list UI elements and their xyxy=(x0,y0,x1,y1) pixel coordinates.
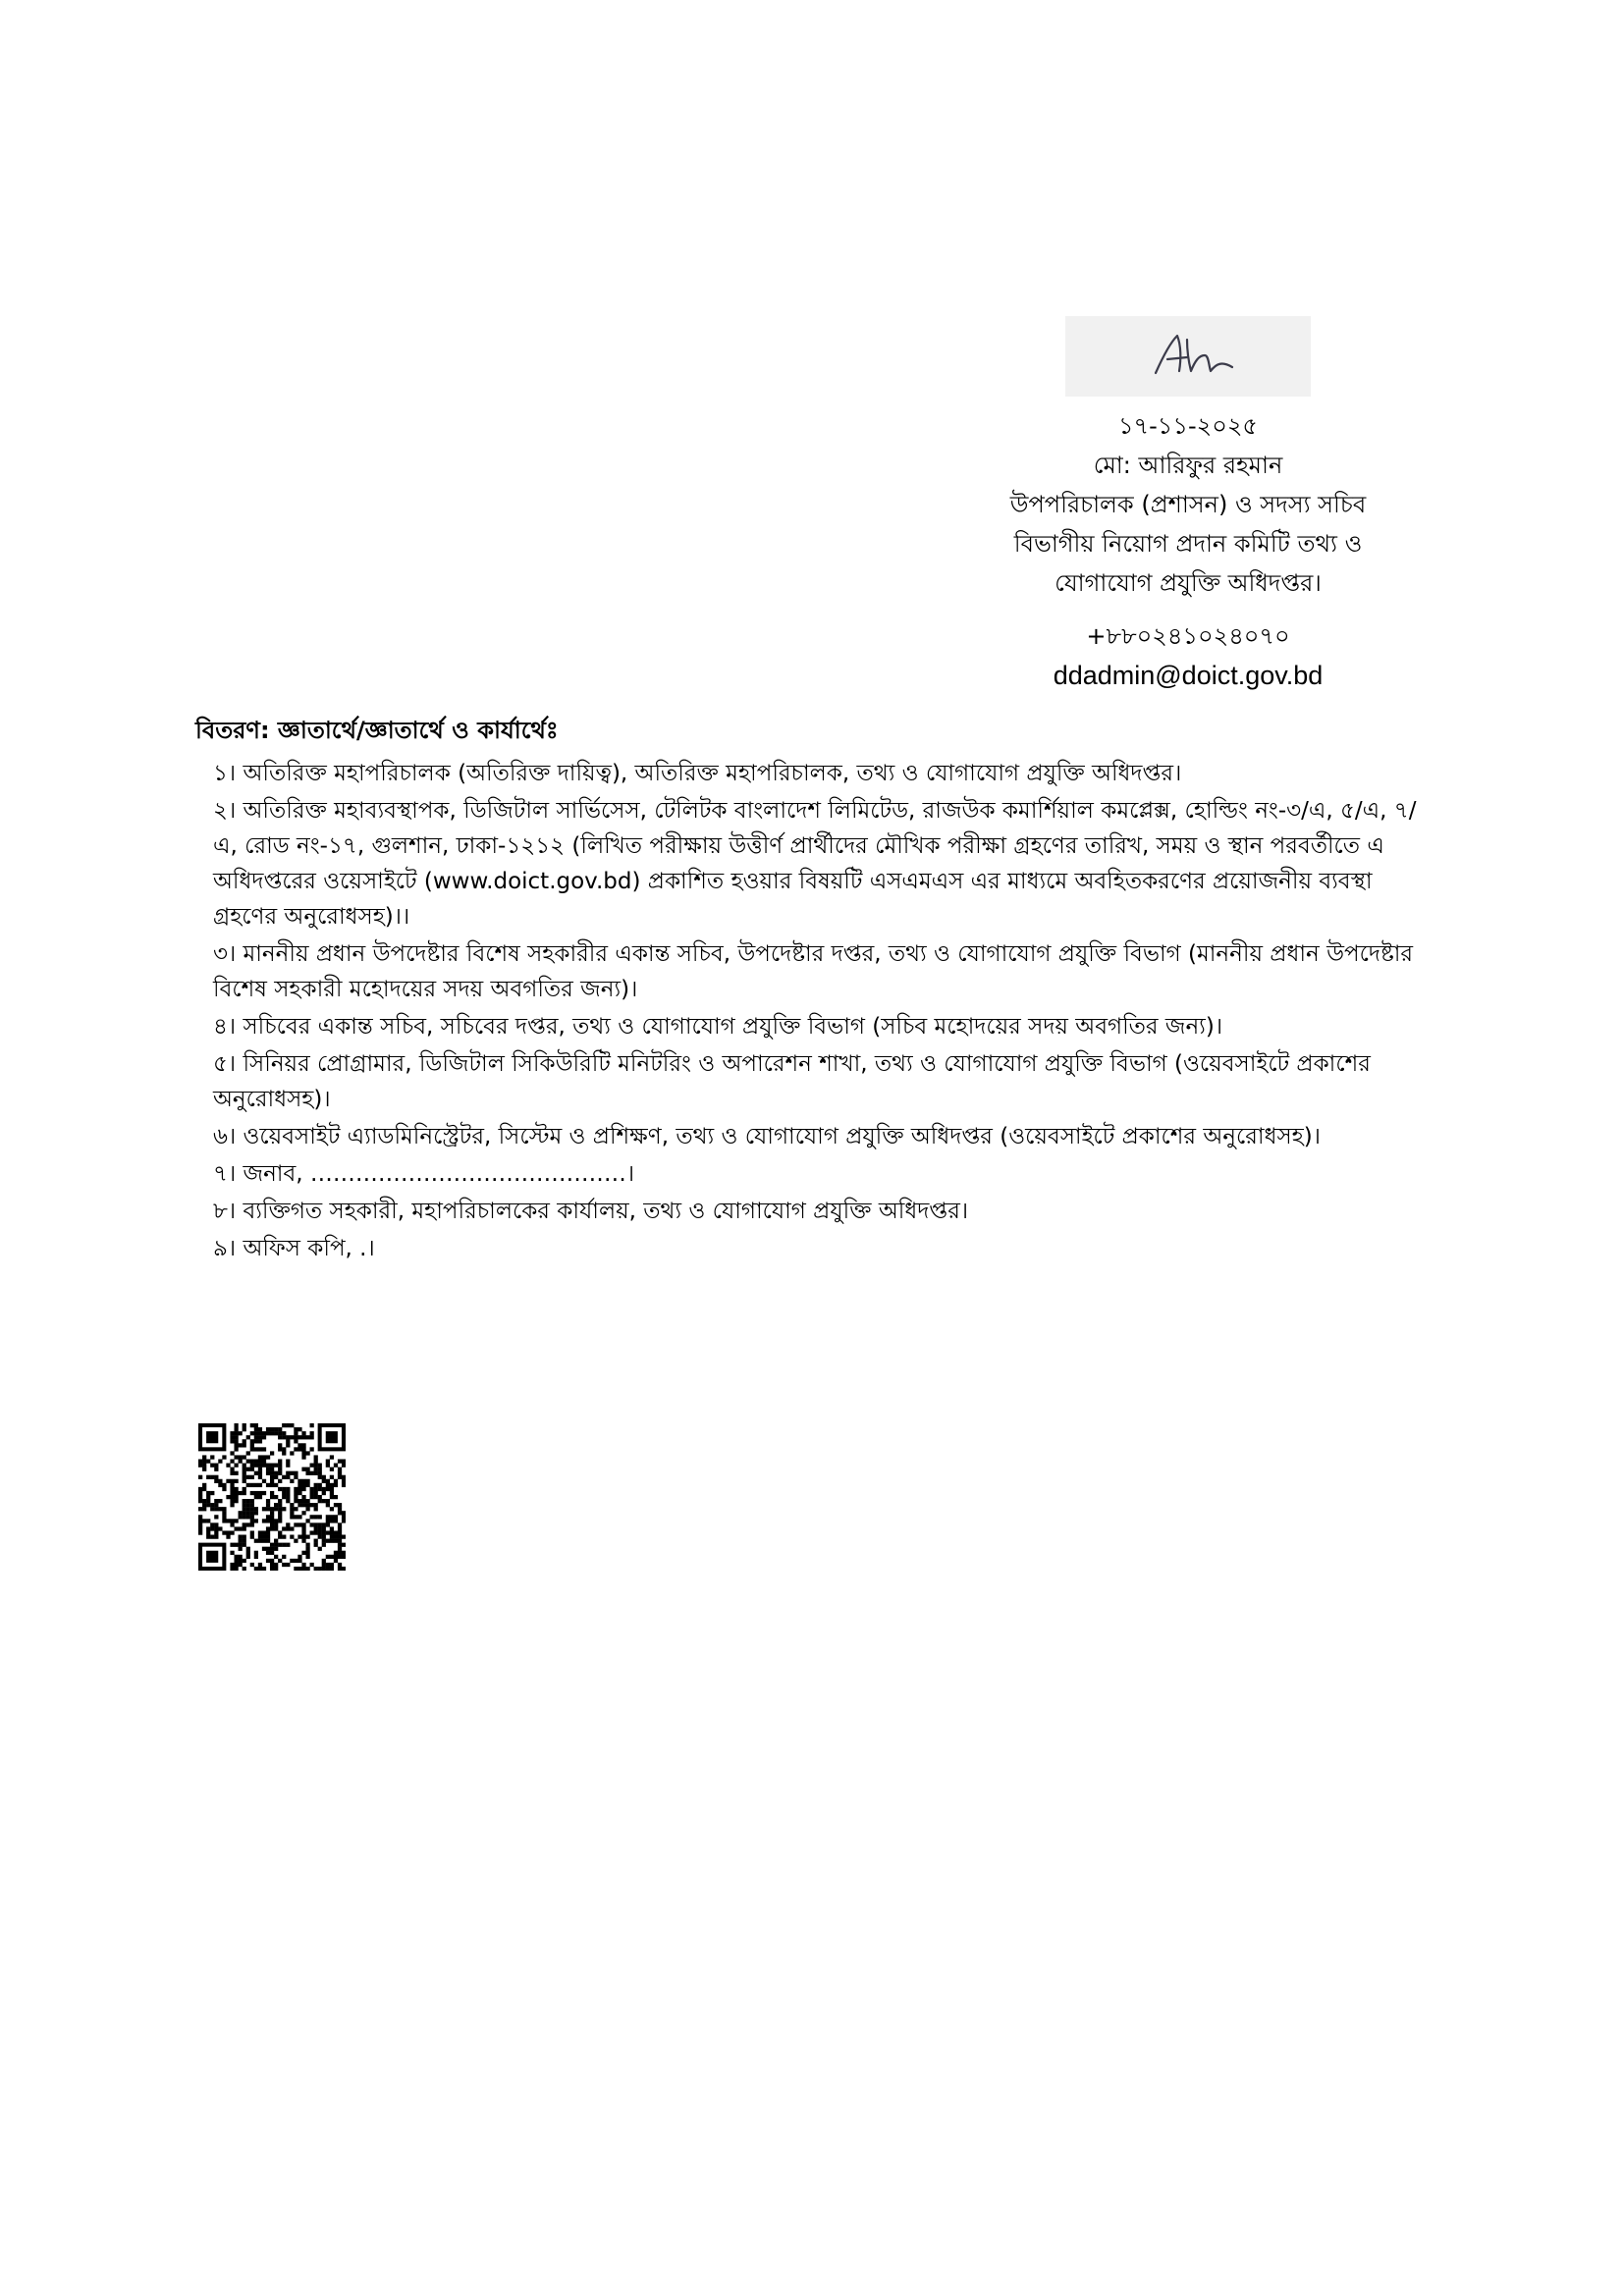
distribution-list xyxy=(195,756,1433,1266)
distribution-item: ২। অতিরিক্ত মহাব্যবস্থাপক, ডিজিটাল সার্ভিসেস, টেলিটক বাংলাদেশ লিমিটেড, রাজউক কমার্শিয়াল কমপ্লেক্স, হোল্ডিং নং-৩/এ, ৫/এ, ৭/এ, রোড নং-১৭, গুলশান, ঢাকা-১২১২ (লিখিত পরীক্ষায় উত্তীর্ণ প্রার্থীদের মৌখিক পরীক্ষা গ্রহণের তারিখ, সময় ও স্থান পরবর্তীতে এ অধিদপ্তরের ওয়েসাইটে (www.doict.gov.bd) প্রকাশিত হওয়ার বিষয়টি এসএমএস এর মাধ্যমে অবহিতকরণের প্রয়োজনীয় ব্যবস্থা গ্রহণের অনুরোধসহ)।। xyxy=(213,798,1417,930)
distribution-item: ৭। জনাব, ……………………………………। xyxy=(213,1161,635,1187)
signature-icon xyxy=(1065,316,1311,397)
signatory-name: মো: আরিফুর রহমান xyxy=(1093,452,1283,479)
distribution-item: ৫। সিনিয়র প্রোগ্রামার, ডিজিটাল সিকিউরিটি মনিটরিং ও অপারেশন শাখা, তথ্য ও যোগাযোগ প্রযুক্তি বিভাগ (ওয়েবসাইটে প্রকাশের অনুরোধসহ)। xyxy=(213,1051,1371,1112)
distribution-item: ৯। অফিস কপি, .। xyxy=(213,1236,375,1261)
distribution-item: ৬। ওয়েবসাইট এ্যাডমিনিস্ট্রেটর, সিস্টেম ও প্রশিক্ষণ, তথ্য ও যোগাযোগ প্রযুক্তি অধিদপ্তর (ওয়েবসাইটে প্রকাশের অনুরোধসহ)। xyxy=(213,1124,1321,1149)
qr-code-graphic xyxy=(198,1423,346,1571)
signatory-designation-line-3: যোগাযোগ প্রযুক্তি অধিদপ্তর। xyxy=(1055,569,1322,597)
signature-image xyxy=(1065,316,1311,397)
signatory-phone: +৮৮০২৪১০২৪০৭০ xyxy=(1086,622,1290,650)
signature-block xyxy=(982,316,1394,695)
distribution-item: ৪। সচিবের একান্ত সচিব, সচিবের দপ্তর, তথ্য ও যোগাযোগ প্রযুক্তি বিভাগ (সচিব মহোদয়ের সদয় অবগতির জন্য)। xyxy=(213,1014,1223,1040)
distribution-heading: বিতরণ: জ্ঞাতার্থে/জ্ঞাতার্থে ও কার্যার্থেঃ xyxy=(195,717,559,744)
qr-code-icon xyxy=(198,1423,346,1571)
signature-date: ১৭-১১-২০২৫ xyxy=(1117,412,1259,440)
distribution-item: ১। অতিরিক্ত মহাপরিচালক (অতিরিক্ত দায়িত্ব), অতিরিক্ত মহাপরিচালক, তথ্য ও যোগাযোগ প্রযুক্তি অধিদপ্তর। xyxy=(213,761,1182,786)
signatory-designation-line-2: বিভাগীয় নিয়োগ প্রদান কমিটি তথ্য ও xyxy=(1013,530,1363,558)
distribution-section xyxy=(195,711,1433,1268)
signatory-designation-line-1: উপপরিচালক (প্রশাসন) ও সদস্য সচিব xyxy=(1009,491,1367,518)
distribution-item: ৮। ব্যক্তিগত সহকারী, মহাপরিচালকের কার্যালয়, তথ্য ও যোগাযোগ প্রযুক্তি অধিদপ্তর। xyxy=(213,1199,969,1224)
distribution-item: ৩। মাননীয় প্রধান উপদেষ্টার বিশেষ সহকারীর একান্ত সচিব, উপদেষ্টার দপ্তর, তথ্য ও যোগাযোগ প্রযুক্তি বিভাগ (মাননীয় প্রধান উপদেষ্টার বিশেষ সহকারী মহোদয়ের সদয় অবগতির জন্য)। xyxy=(213,941,1414,1002)
signatory-email: ddadmin@doict.gov.bd xyxy=(1053,661,1324,690)
